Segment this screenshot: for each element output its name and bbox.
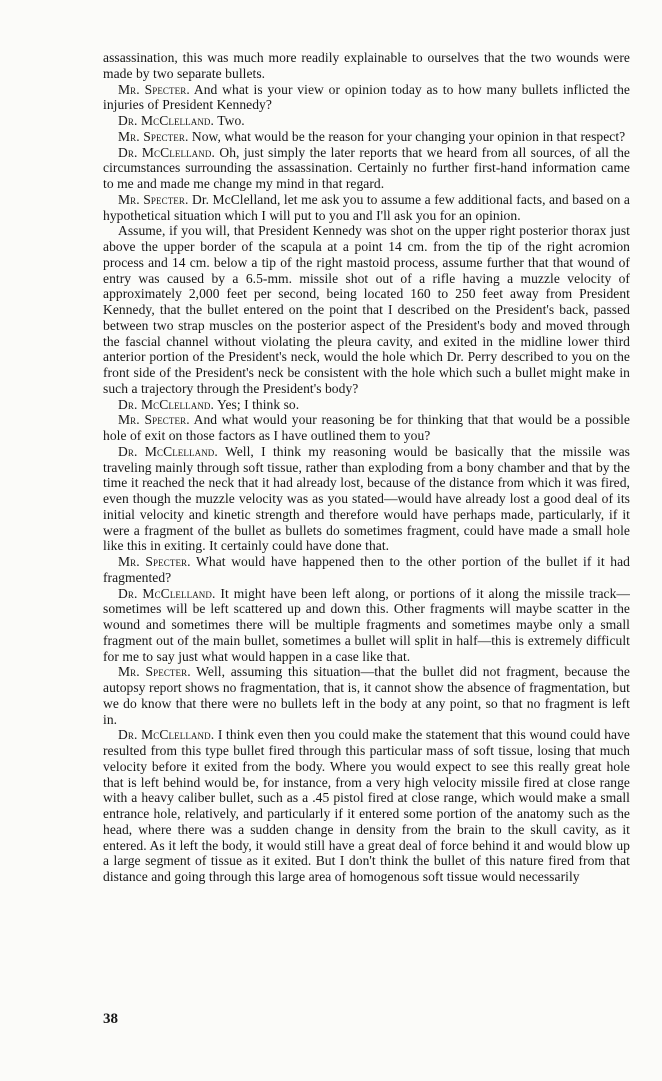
paragraph <box>103 586 630 665</box>
paragraph <box>103 397 630 413</box>
paragraph <box>103 223 630 396</box>
paragraph-text: It might have been left along, or portions of it along the missile track—sometimes will be left scattered up and down this. Other fragments will maybe scatter in the wound and sometimes there will be multiple fragments and sometimes maybe only a small fragment out of the main bullet, sometimes a bullet will split in half—this is extremely difficult for me to say just what would happen in a case like that. <box>103 585 630 664</box>
paragraph <box>103 82 630 114</box>
speaker-label: Dr. McClelland. <box>118 113 215 128</box>
paragraph <box>103 145 630 192</box>
speaker-label: Dr. McClelland. <box>118 396 215 412</box>
paragraph-text: And what is your view or opinion today as to how many bullets inflicted the injuries of President Kennedy? <box>103 81 630 113</box>
paragraph-text: Yes; I think so. <box>216 396 300 412</box>
paragraph-text: Two. <box>217 113 245 128</box>
transcript-body <box>103 50 630 885</box>
paragraph-text: Dr. McClelland, let me ask you to assume a few additional facts, and based on a hypothetical situation which I will put to you and I'll ask you for an opinion. <box>103 191 630 223</box>
speaker-label: Mr. Specter. <box>118 191 189 207</box>
paragraph-text: Well, assuming this situation—that the bullet did not fragment, because the autopsy report shows no fragmentation, that is, it cannot show the absence of fragmentation, but we do know that there were no bullets left in the body at any point, so that no fragment is left in. <box>103 664 630 727</box>
paragraph <box>103 554 630 586</box>
paragraph <box>103 664 630 727</box>
speaker-label: Mr. Specter. <box>118 664 191 680</box>
paragraph <box>103 412 630 444</box>
paragraph <box>103 113 630 129</box>
paragraph <box>103 192 630 224</box>
paragraph-text: What would have happened then to the other portion of the bullet if it had fragmented? <box>103 554 630 585</box>
page-number: 38 <box>103 1011 118 1027</box>
paragraph <box>103 444 630 554</box>
speaker-label: Mr. Specter. <box>118 81 190 97</box>
paragraph <box>103 50 630 82</box>
paragraph-text: Well, I think my reasoning would be basically that the missile was traveling mainly through soft tissue, rather than exploding from a bony chamber and that by the time it reached the neck that it had already lost, because of the distance from which it was fired, even though the muzzle velocity was as you stated—would have already lost a good deal of its initial velocity and kinetic strength and therefore would have perhaps made, particularly, if it were a fragment of the bullet as bullets do sometimes fragment, could have made a small hole like this in exiting. It certainly could have done that. <box>103 443 630 554</box>
speaker-label: Mr. Specter. <box>118 554 191 569</box>
speaker-label: Dr. McClelland. <box>118 727 215 743</box>
speaker-label: Mr. Specter. <box>118 412 190 428</box>
paragraph-text: assassination, this was much more readily explainable to ourselves that the two wounds were made by two separate bullets. <box>103 50 630 81</box>
paragraph-text: I think even then you could make the statement that this wound could have resulted from this type bullet fired through this particular mass of soft tissue, losing that much velocity before it exited from the body. Where you would expect to see this really great hole that is left behind would be, for instance, from a very high velocity missile fired at close range with a heavy caliber bullet, such as a .45 pistol fired at close range, which would make a small entrance hole, relatively, and particularly if it entered some portion of the anatomy such as the head, where there was a sudden change in density from the brain to the skull cavity, as it entered. As it left the body, it would still have a great deal of force behind it and would blow up a large segment of tissue as it exited. But I don't think the bullet of this nature fired from that distance and going through this large area of homogenous soft tissue would necessarily <box>103 727 630 884</box>
speaker-label: Dr. McClelland. <box>118 144 215 160</box>
speaker-label: Mr. Specter. <box>118 128 189 144</box>
paragraph-text: Now, what would be the reason for your changing your opinion in that respect? <box>191 128 626 144</box>
paragraph-text: Oh, just simply the later reports that we heard from all sources, of all the circumstances surrounding the assassination. Certainly no further first-hand information came to me and made me change my mind in that regard. <box>103 144 630 191</box>
speaker-label: Dr. McClelland. <box>118 585 216 601</box>
paragraph-text: Assume, if you will, that President Kennedy was shot on the upper right posterior thorax just above the upper border of the scapula at a point 14 cm. from the tip of the right acromion process and 14 cm. below a tip of the right mastoid process, assume further that that wound of entry was caused by a 6.5-mm. missile shot out of a rifle having a muzzle velocity of approximately 2,000 feet per second, being located 160 to 250 feet away from President Kennedy, that the bullet entered on the point that I described on the President's back, passed between two strap muscles on the posterior aspect of the President's body and moved through the fascial channel without violating the pleura cavity, and exited in the midline lower third anterior portion of the President's neck, would the hole which Dr. Perry described to you on the front side of the President's neck be consistent with the hole which such a bullet might make in such a trajectory through the President's body? <box>103 223 630 396</box>
speaker-label: Dr. McClelland. <box>118 443 218 459</box>
paragraph <box>103 129 630 145</box>
paragraph <box>103 727 630 885</box>
paragraph-text: And what would your reasoning be for thinking that that would be a possible hole of exit on those factors as I have outlined them to you? <box>103 412 630 443</box>
